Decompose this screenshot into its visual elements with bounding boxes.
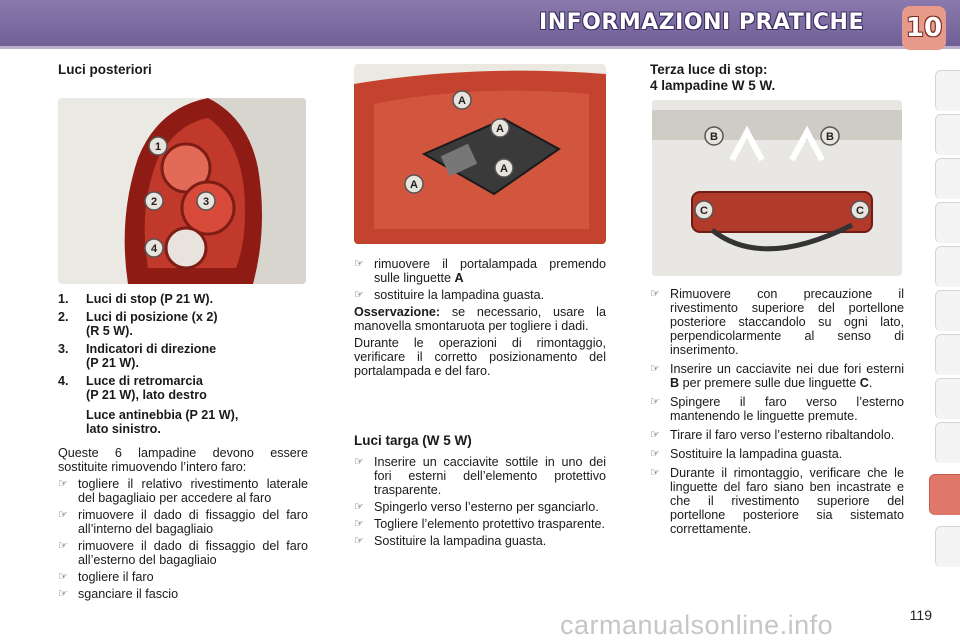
step-item: ☞ sostituire la lampadina guasta.	[354, 288, 606, 302]
third-stop-illustration	[652, 100, 902, 276]
chapter-tab[interactable]	[935, 114, 960, 155]
callout-4: 4	[150, 243, 158, 255]
third-stop-section	[650, 62, 904, 94]
chapter-tab[interactable]	[935, 526, 960, 567]
callout-c: C	[700, 205, 708, 217]
third-stop-steps	[650, 287, 904, 539]
chapter-tab[interactable]	[935, 378, 960, 419]
watermark: carmanualsonline.info	[560, 610, 834, 640]
step-item: ☞ rimuovere il dado di fissaggio del faro all’interno del bagagliaio	[58, 508, 308, 536]
page-number: 119	[909, 607, 932, 623]
rear-lights-section	[58, 62, 308, 78]
step-item: ☞ Spingerlo verso l’esterno per sganciarlo.	[354, 500, 606, 514]
lamp-holder-illustration	[354, 64, 606, 244]
step-item: ☞ Togliere l’elemento protettivo trasparente.	[354, 517, 606, 531]
step-item: ☞ rimuovere il dado di fissaggio del faro all’esterno del bagagliaio	[58, 539, 308, 567]
callout-c: C	[856, 205, 864, 217]
callout-2: 2	[150, 196, 158, 208]
chapter-tab[interactable]	[935, 158, 960, 199]
reassembly-note: Durante le operazioni di rimontaggio, verificare il corretto posizionamento del portalampada e del faro.	[354, 336, 606, 378]
step-item: ☞ Inserire un cacciavite nei due fori esterni B per premere sulle due linguette C.	[650, 362, 904, 390]
callout-a: A	[496, 123, 504, 135]
legend-item: 4. Luce di retromarcia (P 21 W), lato destro	[58, 374, 207, 402]
step-item: ☞ Durante il rimontaggio, verificare che le linguette del faro siano ben incastrate e che il rivestimento superiore del portellone posteriore sia sistemato correttamente.	[650, 466, 904, 536]
rear-light-illustration	[58, 98, 306, 284]
chapter-tab[interactable]	[935, 290, 960, 331]
legend-item: 1. Luci di stop (P 21 W).	[58, 292, 214, 306]
plate-light-section	[354, 433, 606, 551]
chapter-tabs	[932, 70, 960, 580]
callout-a: A	[410, 179, 418, 191]
header-divider	[0, 46, 960, 49]
step-item: ☞ sganciare il fascio	[58, 587, 308, 601]
section-title: INFORMAZIONI PRATICHE	[539, 10, 864, 35]
bulb-legend	[58, 292, 308, 604]
chapter-tab[interactable]	[935, 70, 960, 111]
lamp-holder-photo	[354, 64, 606, 244]
chapter-tab[interactable]	[935, 422, 960, 463]
legend-item: 2. Luci di posizione (x 2) (R 5 W).	[58, 310, 218, 338]
callout-b: B	[826, 131, 834, 143]
third-stop-title: Terza luce di stop: 4 lampadine W 5 W.	[650, 62, 776, 93]
step-item: ☞ Sostituire la lampadina guasta.	[650, 447, 904, 461]
rear-light-photo	[58, 98, 306, 284]
lamp-holder-section	[354, 257, 606, 381]
callout-b: B	[710, 131, 718, 143]
chapter-tab-active[interactable]	[929, 474, 960, 515]
note-text: Osservazione: se necessario, usare la manovella smontaruota per togliere i dadi.	[354, 305, 606, 333]
legend-item-extra: Luce antinebbia (P 21 W), lato sinistro.	[86, 408, 239, 436]
callout-3: 3	[202, 196, 210, 208]
legend-item: 3. Indicatori di direzione (P 21 W).	[58, 342, 217, 370]
callout-a: A	[500, 163, 508, 175]
callout-1: 1	[154, 141, 162, 153]
callout-a: A	[458, 95, 466, 107]
chapter-badge: 10	[902, 6, 946, 50]
chapter-tab[interactable]	[935, 202, 960, 243]
step-item: ☞ Tirare il faro verso l’esterno ribaltandolo.	[650, 428, 904, 442]
step-item: ☞ rimuovere il portalampada premendo sulle linguette A	[354, 257, 606, 285]
step-item: ☞ togliere il relativo rivestimento laterale del bagagliaio per accedere al faro	[58, 477, 308, 505]
step-item: ☞ togliere il faro	[58, 570, 308, 584]
intro-text: Queste 6 lampadine devono essere sostituite rimuovendo l’intero faro:	[58, 446, 308, 474]
third-stop-photo	[652, 100, 902, 276]
step-item: ☞ Spingere il faro verso l’esterno mantenendo le linguette premute.	[650, 395, 904, 423]
chapter-tab[interactable]	[935, 334, 960, 375]
chapter-tab[interactable]	[935, 246, 960, 287]
plate-light-title: Luci targa (W 5 W)	[354, 433, 472, 448]
step-item: ☞ Rimuovere con precauzione il rivestimento superiore del portellone posteriore staccandolo su ogni lato, perpendicolarmente al senso di inserimento.	[650, 287, 904, 357]
step-item: ☞ Inserire un cacciavite sottile in uno dei fori esterni dell’elemento protettivo trasparente.	[354, 455, 606, 497]
step-item: ☞ Sostituire la lampadina guasta.	[354, 534, 606, 548]
rear-lights-title: Luci posteriori	[58, 62, 152, 77]
